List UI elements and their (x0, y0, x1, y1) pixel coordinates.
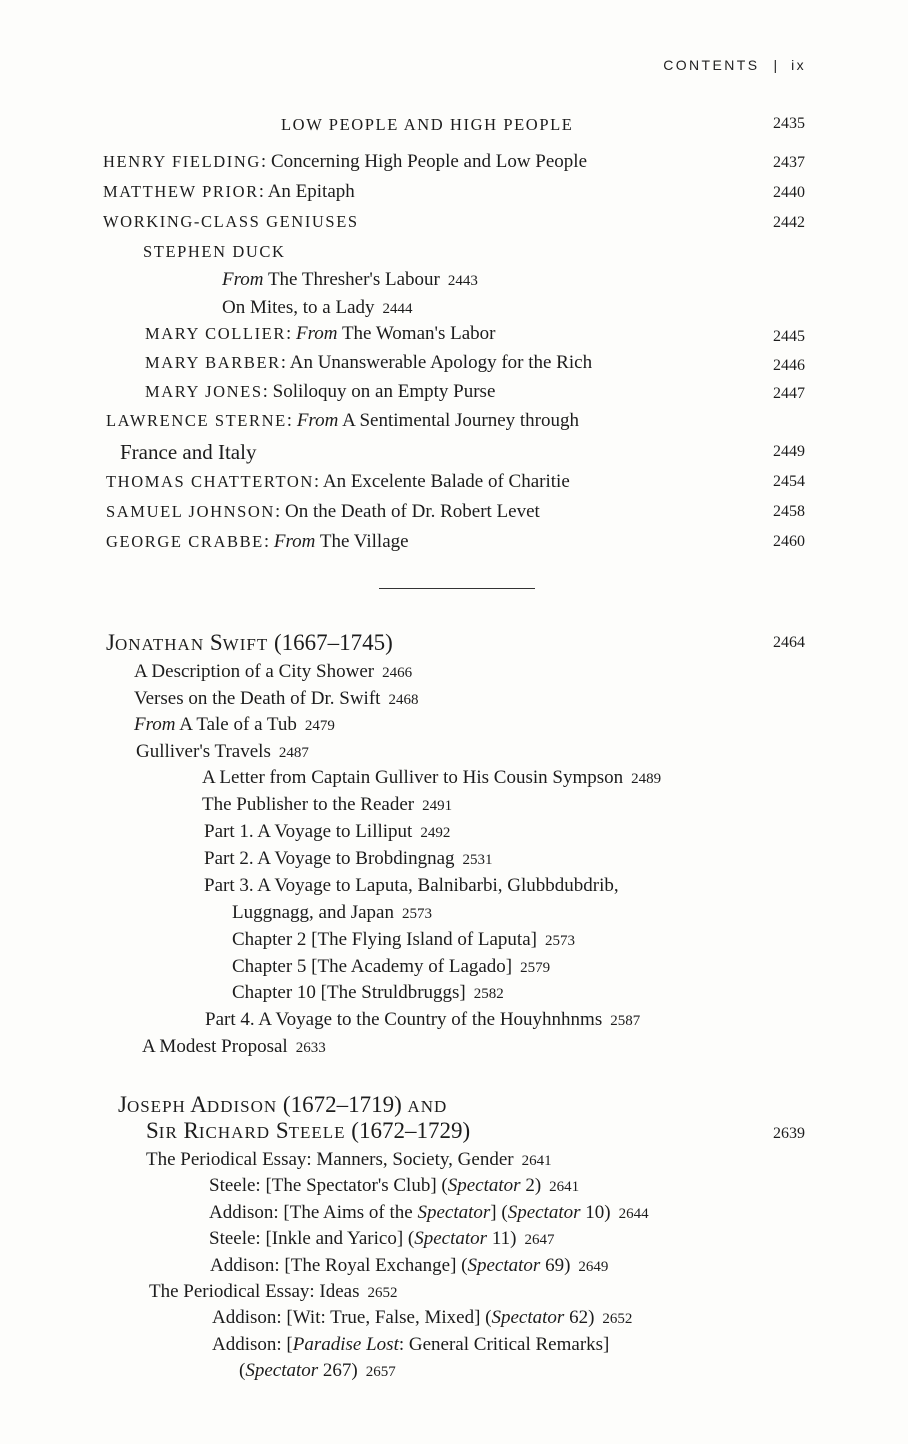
toc-subentry[interactable] (212, 1335, 609, 1354)
text: Addison: [ (212, 1334, 293, 1355)
toc-subentry[interactable] (232, 957, 550, 976)
author: MARY BARBER (145, 353, 281, 372)
title: Luggnagg, and Japan (232, 902, 394, 923)
title: The Publisher to the Reader (202, 794, 415, 815)
toc-author-steele[interactable] (146, 1118, 470, 1144)
title: Chapter 5 [The Academy of Lagado] (232, 956, 513, 977)
prefix: From (296, 323, 338, 344)
toc-author-addison[interactable] (118, 1092, 447, 1118)
toc-entry-duck[interactable] (143, 242, 286, 261)
page: 2582 (473, 986, 504, 1002)
toc-entry-jones[interactable]: MARY JONES: Soliloquy on an Empty Purse (145, 381, 496, 402)
toc-subentry[interactable] (204, 822, 450, 841)
toc-page: 2437 (773, 154, 805, 171)
text: : General Critical Remarks] (398, 1334, 610, 1355)
title: Part 3. A Voyage to Laputa, Balnibarbi, Glubbdubdrib, (204, 875, 619, 896)
initial: R (183, 1118, 199, 1143)
italic-text: Spectator (414, 1228, 488, 1249)
page: 2633 (295, 1040, 326, 1056)
prefix: From (222, 269, 264, 290)
toc-subentry-cont[interactable] (232, 903, 432, 922)
title: On Mites, to a Lady (222, 297, 375, 318)
toc-entry-working-class[interactable] (103, 212, 359, 231)
toc-page: 2446 (773, 357, 805, 374)
text: 267) (318, 1360, 358, 1381)
title: A Tale of a Tub (179, 714, 297, 735)
title: Part 2. A Voyage to Brobdingnag (204, 848, 455, 869)
toc-subentry[interactable] (209, 1229, 554, 1248)
title: Chapter 2 [The Flying Island of Laputa] (232, 929, 537, 950)
italic-text: Spectator (491, 1307, 565, 1328)
toc-subentry[interactable] (210, 1256, 608, 1275)
toc-entry-collier[interactable]: MARY COLLIER: From The Woman's Labor (145, 323, 496, 344)
toc-subentry[interactable] (204, 849, 493, 868)
toc-subentry[interactable] (209, 1176, 579, 1195)
italic-text: Spectator (245, 1360, 319, 1381)
toc-subentry[interactable] (232, 930, 575, 949)
section-page: 2435 (773, 115, 805, 132)
title: An Epitaph (267, 181, 355, 202)
text: Steele: [Inkle and Yarico] ( (209, 1228, 415, 1249)
page: 2652 (602, 1311, 633, 1327)
prefix: From (296, 410, 339, 431)
title: An Excelente Balade of Charitie (322, 471, 570, 492)
toc-subentry[interactable] (136, 742, 309, 761)
text: Addison: [The Royal Exchange] ( (210, 1255, 468, 1276)
text: 11) (487, 1228, 517, 1249)
initial: J (118, 1092, 127, 1117)
page: 2531 (462, 852, 493, 868)
name-rest: ICHARD (198, 1123, 271, 1142)
author: MARY COLLIER (145, 324, 286, 343)
toc-subentry[interactable] (134, 689, 418, 708)
author: HENRY FIELDING (103, 152, 261, 171)
conjunction: AND (407, 1097, 448, 1116)
title: Chapter 10 [The Struldbruggs] (232, 982, 466, 1003)
initial: J (106, 630, 115, 655)
toc-page: 2440 (773, 184, 805, 201)
italic-text: Paradise Lost (292, 1334, 399, 1355)
text: ( (239, 1360, 246, 1381)
page: 2487 (278, 745, 309, 761)
text: 62) (564, 1307, 595, 1328)
italic-text: Spectator (447, 1175, 521, 1196)
toc-page: 2442 (773, 214, 805, 231)
page: 2657 (365, 1364, 396, 1380)
prefix: From (134, 714, 176, 735)
toc-subentry[interactable] (222, 298, 413, 317)
title: The Village (319, 531, 409, 552)
dates: (1667–1745) (273, 630, 393, 655)
toc-page: 2639 (773, 1125, 805, 1142)
page: 2491 (422, 798, 453, 814)
toc-page: 2454 (773, 473, 805, 490)
italic-text: Spectator (507, 1202, 581, 1223)
dates: (1672–1719) (282, 1092, 402, 1117)
initial: A (190, 1092, 207, 1117)
toc-subentry[interactable] (202, 795, 452, 814)
running-head-label: CONTENTS (663, 57, 760, 73)
author: MATTHEW PRIOR (103, 182, 259, 201)
author: THOMAS CHATTERTON (106, 472, 314, 491)
page: 2647 (524, 1232, 555, 1248)
toc-entry-barber[interactable]: MARY BARBER: An Unanswerable Apology for the Rich (145, 352, 593, 373)
title: The Periodical Essay: Manners, Society, Gender (146, 1149, 514, 1170)
title: An Unanswerable Apology for the Rich (289, 352, 593, 373)
prefix: From (273, 531, 316, 552)
initial: S (275, 1118, 289, 1143)
text: Steele: [The Spectator's Club] ( (209, 1175, 448, 1196)
page: 2644 (618, 1206, 649, 1222)
author: WORKING-CLASS GENIUSES (103, 212, 359, 231)
page: 2466 (382, 665, 413, 681)
name-rest: TEELE (288, 1123, 346, 1142)
toc-entry-prior[interactable]: MATTHEW PRIOR: An Epitaph (103, 181, 355, 202)
toc-author-swift[interactable] (106, 630, 393, 656)
section-title: LOW PEOPLE AND HIGH PEOPLE (281, 115, 574, 134)
initial: S (146, 1118, 159, 1143)
toc-subentry[interactable] (204, 876, 619, 895)
italic-text: Spectator (417, 1202, 491, 1223)
toc-entry-crabbe[interactable]: GEORGE CRABBE: From The Village (106, 531, 409, 552)
author: GEORGE CRABBE (106, 532, 264, 551)
toc-page: 2449 (773, 443, 805, 460)
author: LAWRENCE STERNE (106, 411, 287, 430)
title: On the Death of Dr. Robert Levet (284, 501, 540, 522)
page: 2573 (544, 933, 575, 949)
title: Soliloquy on an Empty Purse (272, 381, 496, 402)
page: 2652 (367, 1285, 398, 1301)
page: 2641 (521, 1153, 552, 1169)
title: Concerning High People and Low People (270, 151, 588, 172)
text: ] ( (490, 1202, 508, 1223)
name-rest: WIFT (222, 635, 269, 654)
title: Part 4. A Voyage to the Country of the Houyhnhnms (205, 1009, 603, 1030)
toc-page: 2464 (773, 634, 805, 651)
text: Addison: [Wit: True, False, Mixed] ( (212, 1307, 492, 1328)
page: 2489 (631, 771, 662, 787)
text: 10) (580, 1202, 611, 1223)
section-divider (379, 588, 535, 589)
toc-subentry[interactable] (134, 662, 412, 681)
author: MARY JONES (145, 382, 263, 401)
italic-text: Spectator (467, 1255, 541, 1276)
page: 2573 (401, 906, 432, 922)
toc-page: 2445 (773, 328, 805, 345)
text: 2) (520, 1175, 542, 1196)
toc-subentry[interactable] (222, 270, 478, 289)
title: A Modest Proposal (142, 1036, 288, 1057)
toc-subentry[interactable] (142, 1037, 326, 1056)
title: A Sentimental Journey through (342, 410, 580, 431)
title: The Periodical Essay: Ideas (149, 1281, 360, 1302)
toc-entry-chatterton[interactable]: THOMAS CHATTERTON: An Excelente Balade of Charitie (106, 471, 570, 492)
toc-subentry[interactable] (134, 715, 335, 734)
name-rest: IR (158, 1123, 178, 1142)
title: Verses on the Death of Dr. Swift (134, 688, 381, 709)
page: 2479 (304, 718, 335, 734)
toc-entry-sterne-cont: France and Italy (120, 440, 257, 464)
text: 69) (540, 1255, 571, 1276)
running-head (663, 57, 806, 73)
toc-subentry-cont[interactable] (239, 1361, 396, 1380)
toc-page: 2447 (773, 385, 805, 402)
page: 2443 (447, 273, 478, 289)
dates: (1672–1729) (351, 1118, 471, 1143)
page: 2641 (549, 1179, 580, 1195)
page: 2587 (610, 1013, 641, 1029)
toc-entry-sterne[interactable]: LAWRENCE STERNE: From A Sentimental Journey through (106, 410, 580, 431)
page: 2492 (420, 825, 451, 841)
toc-subentry[interactable] (149, 1282, 398, 1301)
name-rest: DDISON (206, 1097, 278, 1116)
toc-subentry[interactable] (209, 1203, 649, 1222)
toc-page: 2460 (773, 533, 805, 550)
running-head-separator: | (773, 57, 778, 73)
toc-entry-fielding[interactable]: HENRY FIELDING: Concerning High People and Low People (103, 151, 588, 172)
author: SAMUEL JOHNSON (106, 502, 275, 521)
title: A Description of a City Shower (134, 661, 375, 682)
page: 2444 (382, 301, 413, 317)
text: Addison: [The Aims of the (209, 1202, 418, 1223)
page-number: ix (791, 57, 806, 73)
title: Part 1. A Voyage to Lilliput (204, 821, 413, 842)
toc-entry-johnson[interactable]: SAMUEL JOHNSON: On the Death of Dr. Robert Levet (106, 501, 540, 522)
author: STEPHEN DUCK (143, 242, 286, 261)
title: The Thresher's Labour (267, 269, 440, 290)
initial: S (209, 630, 223, 655)
page: 2649 (578, 1259, 609, 1275)
toc-page: 2458 (773, 503, 805, 520)
title: The Woman's Labor (341, 323, 496, 344)
toc-subentry[interactable] (212, 1308, 632, 1327)
title: A Letter from Captain Gulliver to His Cousin Sympson (202, 767, 624, 788)
page: 2468 (388, 692, 419, 708)
toc-subentry[interactable] (202, 768, 661, 787)
name-rest: OSEPH (126, 1097, 186, 1116)
toc-subentry[interactable] (232, 983, 504, 1002)
toc-subentry[interactable] (205, 1010, 640, 1029)
name-rest: ONATHAN (114, 635, 205, 654)
title: Gulliver's Travels (136, 741, 271, 762)
page: 2579 (520, 960, 551, 976)
toc-subentry[interactable] (146, 1150, 552, 1169)
